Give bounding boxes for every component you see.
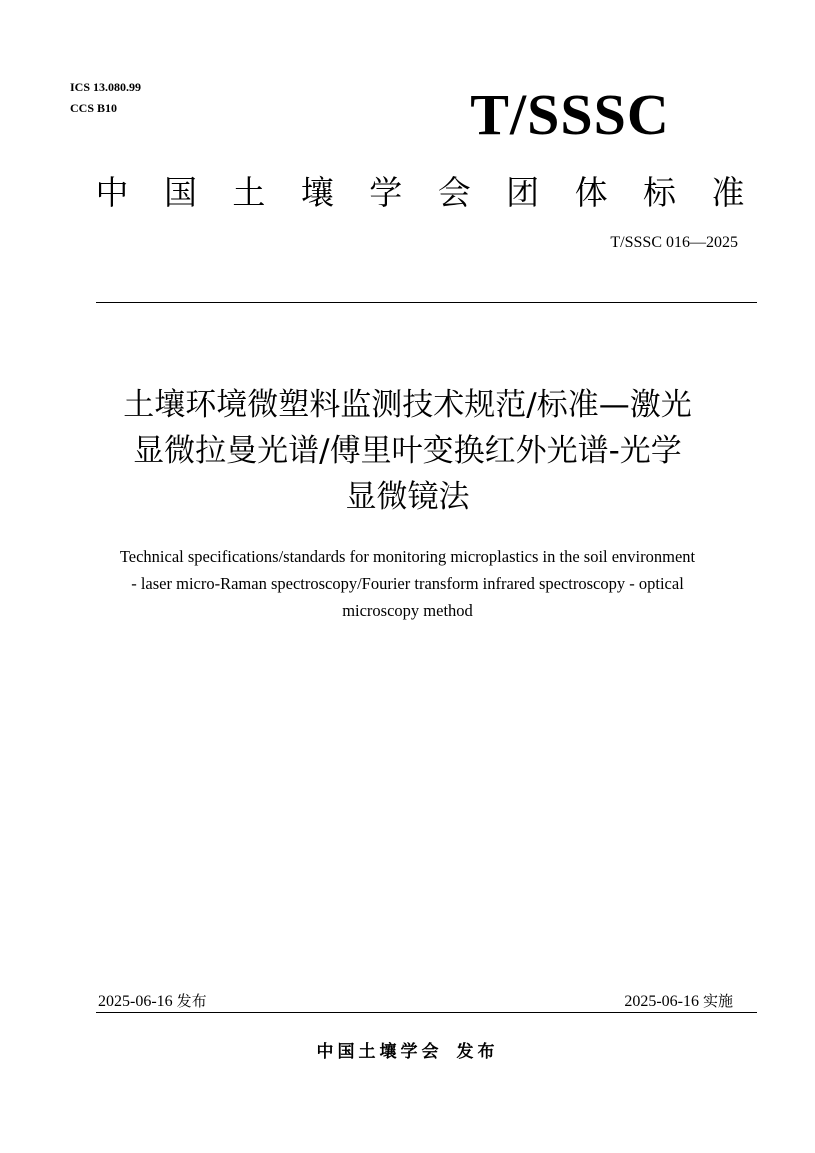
org-title-char: 标 [643,173,676,212]
publisher-line [0,1040,815,1064]
chinese-title [60,382,755,520]
implementation-date [624,990,733,1013]
org-title-char: 中 [95,173,129,212]
implementation-label: 实施 [702,992,733,1010]
standard-brand-logo: T/SSSC [470,82,670,147]
release-date-value: 2025-06-16 [98,993,173,1010]
chinese-title-line: 显微镜法 [345,479,470,515]
english-title-line: - laser micro-Raman spectroscopy/Fourier transform infrared spectroscopy - optical [131,574,684,593]
org-title-char: 学 [369,173,403,212]
english-title [40,543,775,624]
implementation-date-value: 2025-06-16 [624,993,699,1010]
organization-standard-title [95,170,745,216]
top-divider [96,302,757,303]
publisher-name: 中国土壤学会 [316,1042,443,1062]
chinese-title-line: 土壤环境微塑料监测技术规范/标准—激光 [123,387,692,423]
standard-number: T/SSSC 016—2025 [610,234,738,251]
org-title-char: 土 [232,173,266,212]
english-title-line: Technical specifications/standards for monitoring microplastics in the soil environment [119,547,696,566]
release-label: 发布 [176,992,207,1010]
org-title-char: 团 [506,173,540,212]
release-date [98,990,207,1013]
org-title-char: 壤 [300,173,334,212]
org-title-char: 国 [163,173,197,212]
org-title-char: 体 [574,173,608,212]
ics-code: ICS 13.080.99 [70,80,142,94]
english-title-line: microscopy method [342,601,473,620]
chinese-title-line: 显微拉曼光谱/傅里叶变换红外光谱-光学 [133,433,682,469]
org-title-char: 准 [711,173,745,212]
publisher-action: 发布 [456,1042,499,1062]
ccs-code: CCS B10 [70,101,118,115]
org-title-char: 会 [437,173,471,212]
bottom-divider [96,1012,757,1013]
